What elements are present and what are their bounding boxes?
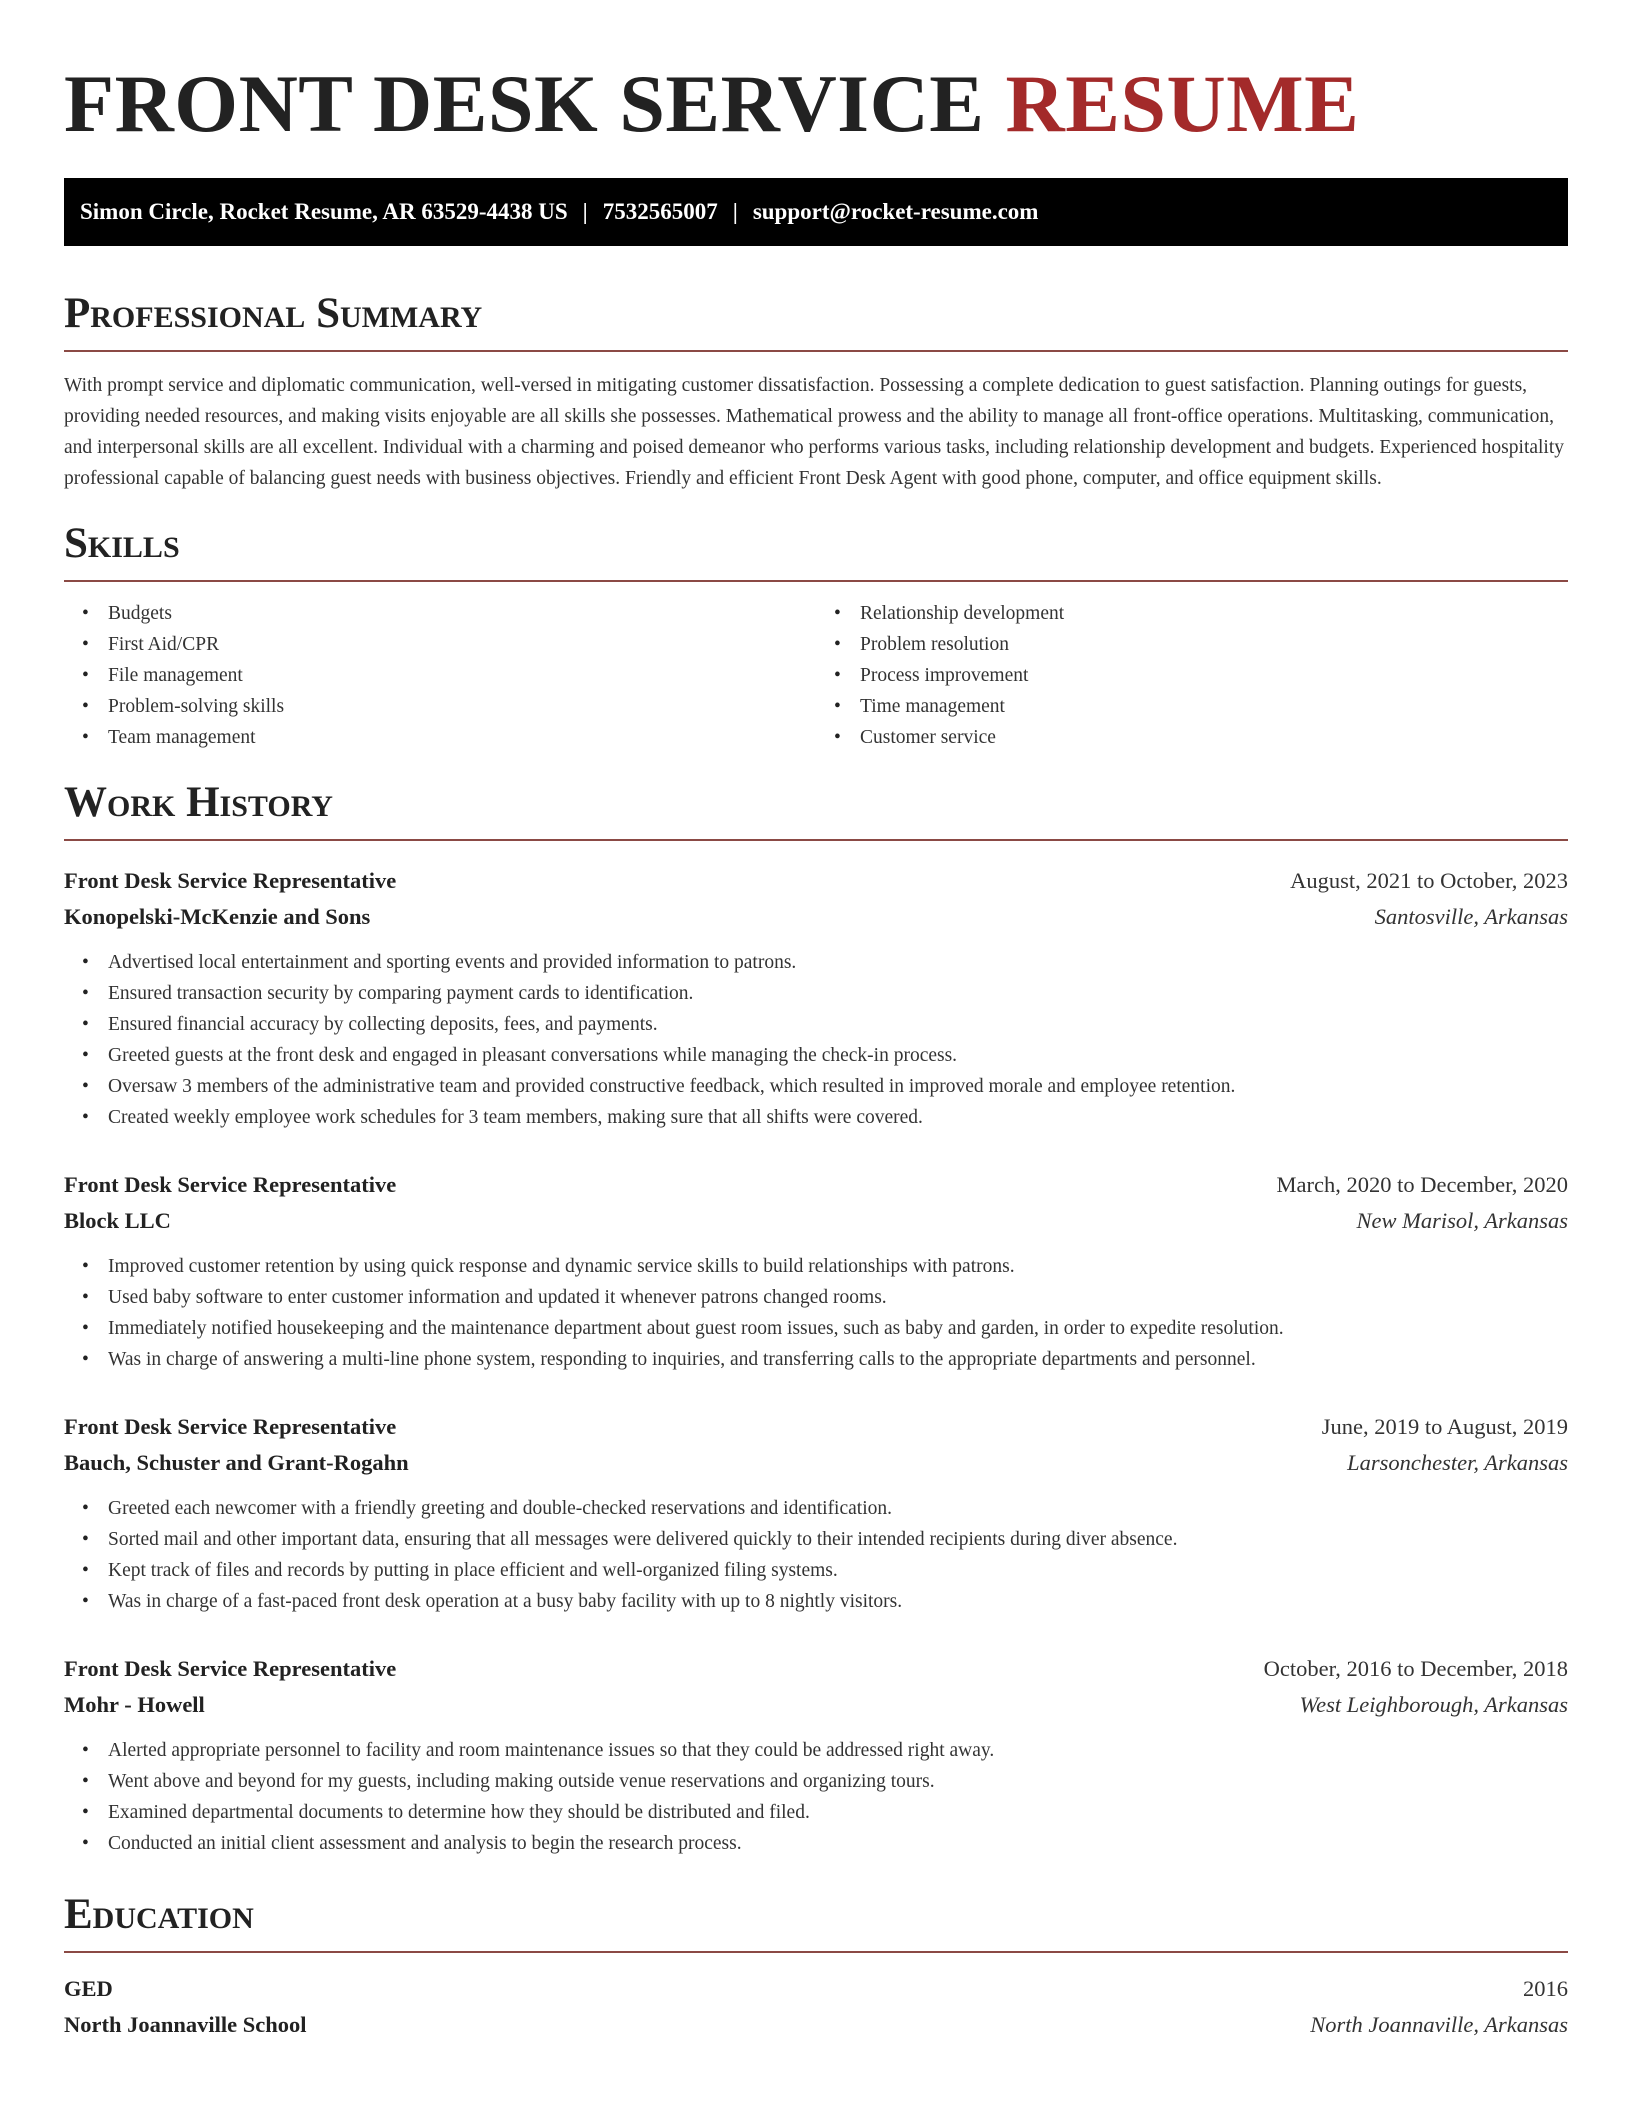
job-entry — [64, 1409, 1568, 1617]
job-dates: October, 2016 to December, 2018 — [1263, 1656, 1568, 1681]
job-dates: June, 2019 to August, 2019 — [1321, 1414, 1568, 1439]
job-bullets — [64, 947, 1568, 1133]
skill-item: • First Aid/CPR — [108, 629, 816, 660]
job-company-row — [64, 1203, 1568, 1239]
job-bullet: • Conducted an initial client assessment and analysis to begin the research process. — [108, 1828, 1568, 1859]
job-header-row — [64, 863, 1568, 899]
contact-bar — [64, 178, 1568, 246]
job-bullet: • Greeted guests at the front desk and engaged in pleasant conversations while managing the check-in process. — [108, 1040, 1568, 1071]
education-school: North Joannaville School — [64, 2012, 307, 2037]
contact-separator: | — [582, 199, 588, 224]
education-entry — [64, 1971, 1568, 2043]
skills-list — [64, 598, 1568, 753]
skill-item: • File management — [108, 660, 816, 691]
job-company-row — [64, 899, 1568, 935]
education-location: North Joannaville, Arkansas — [1310, 2012, 1568, 2037]
skill-item: • Process improvement — [860, 660, 1568, 691]
job-header-row — [64, 1167, 1568, 1203]
work-history-heading: Work History — [64, 777, 1568, 841]
skills-heading: Skills — [64, 518, 1568, 582]
job-bullet: • Greeted each newcomer with a friendly greeting and double-checked reservations and identification. — [108, 1493, 1568, 1524]
education-header-row — [64, 1971, 1568, 2007]
skill-item: • Team management — [108, 722, 816, 753]
education-heading: Education — [64, 1889, 1568, 1953]
skills-column-left — [64, 598, 816, 753]
job-bullet: • Oversaw 3 members of the administrative team and provided constructive feedback, which resulted in improved morale and employee retention. — [108, 1071, 1568, 1102]
job-dates: March, 2020 to December, 2020 — [1276, 1172, 1568, 1197]
job-bullet: • Went above and beyond for my guests, including making outside venue reservations and organizing tours. — [108, 1766, 1568, 1797]
job-bullet: • Immediately notified housekeeping and the maintenance department about guest room issues, such as baby and garden, in order to expedite resolution. — [108, 1313, 1568, 1344]
contact-email: support@rocket-resume.com — [752, 199, 1039, 224]
contact-phone: 7532565007 — [602, 199, 718, 224]
job-bullet: • Advertised local entertainment and sporting events and provided information to patrons. — [108, 947, 1568, 978]
skill-item: • Problem resolution — [860, 629, 1568, 660]
job-header-row — [64, 1409, 1568, 1445]
skill-item: • Customer service — [860, 722, 1568, 753]
job-entry — [64, 1651, 1568, 1859]
job-company-row — [64, 1687, 1568, 1723]
skill-item: • Problem-solving skills — [108, 691, 816, 722]
education-degree: GED — [64, 1976, 113, 2001]
contact-separator: | — [732, 199, 738, 224]
job-bullets — [64, 1493, 1568, 1617]
job-bullet: • Was in charge of a fast-paced front desk operation at a busy baby facility with up to 8 nightly visitors. — [108, 1586, 1568, 1617]
education-year: 2016 — [1523, 1976, 1568, 2001]
job-bullet: • Ensured transaction security by comparing payment cards to identification. — [108, 978, 1568, 1009]
job-title: Front Desk Service Representative — [64, 1414, 397, 1439]
job-company-row — [64, 1445, 1568, 1481]
job-entry — [64, 1167, 1568, 1375]
job-company: Mohr - Howell — [64, 1692, 205, 1717]
job-location: Santosville, Arkansas — [1374, 904, 1568, 929]
skills-column-right — [816, 598, 1568, 753]
skill-item: • Budgets — [108, 598, 816, 629]
education-school-row — [64, 2007, 1568, 2043]
summary-heading: Professional Summary — [64, 288, 1568, 352]
job-title: Front Desk Service Representative — [64, 1656, 397, 1681]
job-title: Front Desk Service Representative — [64, 868, 397, 893]
skill-item: • Relationship development — [860, 598, 1568, 629]
job-location: New Marisol, Arkansas — [1356, 1208, 1568, 1233]
title-main: FRONT DESK SERVICE — [64, 58, 985, 149]
job-bullets — [64, 1735, 1568, 1859]
job-bullet: • Examined departmental documents to determine how they should be distributed and filed. — [108, 1797, 1568, 1828]
job-bullet: • Ensured financial accuracy by collecting deposits, fees, and payments. — [108, 1009, 1568, 1040]
job-bullet: • Alerted appropriate personnel to facility and room maintenance issues so that they could be addressed right away. — [108, 1735, 1568, 1766]
job-company: Bauch, Schuster and Grant-Rogahn — [64, 1450, 409, 1475]
contact-address: Simon Circle, Rocket Resume, AR 63529-4438 US — [80, 199, 568, 224]
job-bullet: • Was in charge of answering a multi-line phone system, responding to inquiries, and transferring calls to the appropriate departments and personnel. — [108, 1344, 1568, 1375]
job-entry — [64, 863, 1568, 1133]
job-bullet: • Created weekly employee work schedules for 3 team members, making sure that all shifts were covered. — [108, 1102, 1568, 1133]
job-location: Larsonchester, Arkansas — [1347, 1450, 1568, 1475]
job-title: Front Desk Service Representative — [64, 1172, 397, 1197]
summary-text: With prompt service and diplomatic communication, well-versed in mitigating customer dissatisfaction. Possessing a complete dedication to guest satisfaction. Planning outings for guests, providing needed resources, and making visits enjoyable are all skills she possesses. Mathematical prowess and the ability to manage all front-office operations. Multitasking, communication, and interpersonal skills are all excellent. Individual with a charming and poised demeanor who performs various tasks, including relationship development and budgets. Experienced hospitality professional capable of balancing guest needs with business objectives. Friendly and efficient Front Desk Agent with good phone, computer, and office equipment skills. — [64, 375, 1565, 489]
job-bullet: • Kept track of files and records by putting in place efficient and well-organized filing systems. — [108, 1555, 1568, 1586]
job-header-row — [64, 1651, 1568, 1687]
job-bullets — [64, 1251, 1568, 1375]
job-company: Konopelski-McKenzie and Sons — [64, 904, 371, 929]
resume-title — [64, 0, 1568, 150]
job-bullet: • Sorted mail and other important data, ensuring that all messages were delivered quickly to their intended recipients during diver absence. — [108, 1524, 1568, 1555]
skill-item: • Time management — [860, 691, 1568, 722]
job-bullet: • Used baby software to enter customer information and updated it whenever patrons changed rooms. — [108, 1282, 1568, 1313]
job-company: Block LLC — [64, 1208, 171, 1233]
title-accent: RESUME — [1005, 58, 1360, 149]
job-bullet: • Improved customer retention by using quick response and dynamic service skills to build relationships with patrons. — [108, 1251, 1568, 1282]
job-dates: August, 2021 to October, 2023 — [1290, 868, 1568, 893]
job-location: West Leighborough, Arkansas — [1299, 1692, 1568, 1717]
